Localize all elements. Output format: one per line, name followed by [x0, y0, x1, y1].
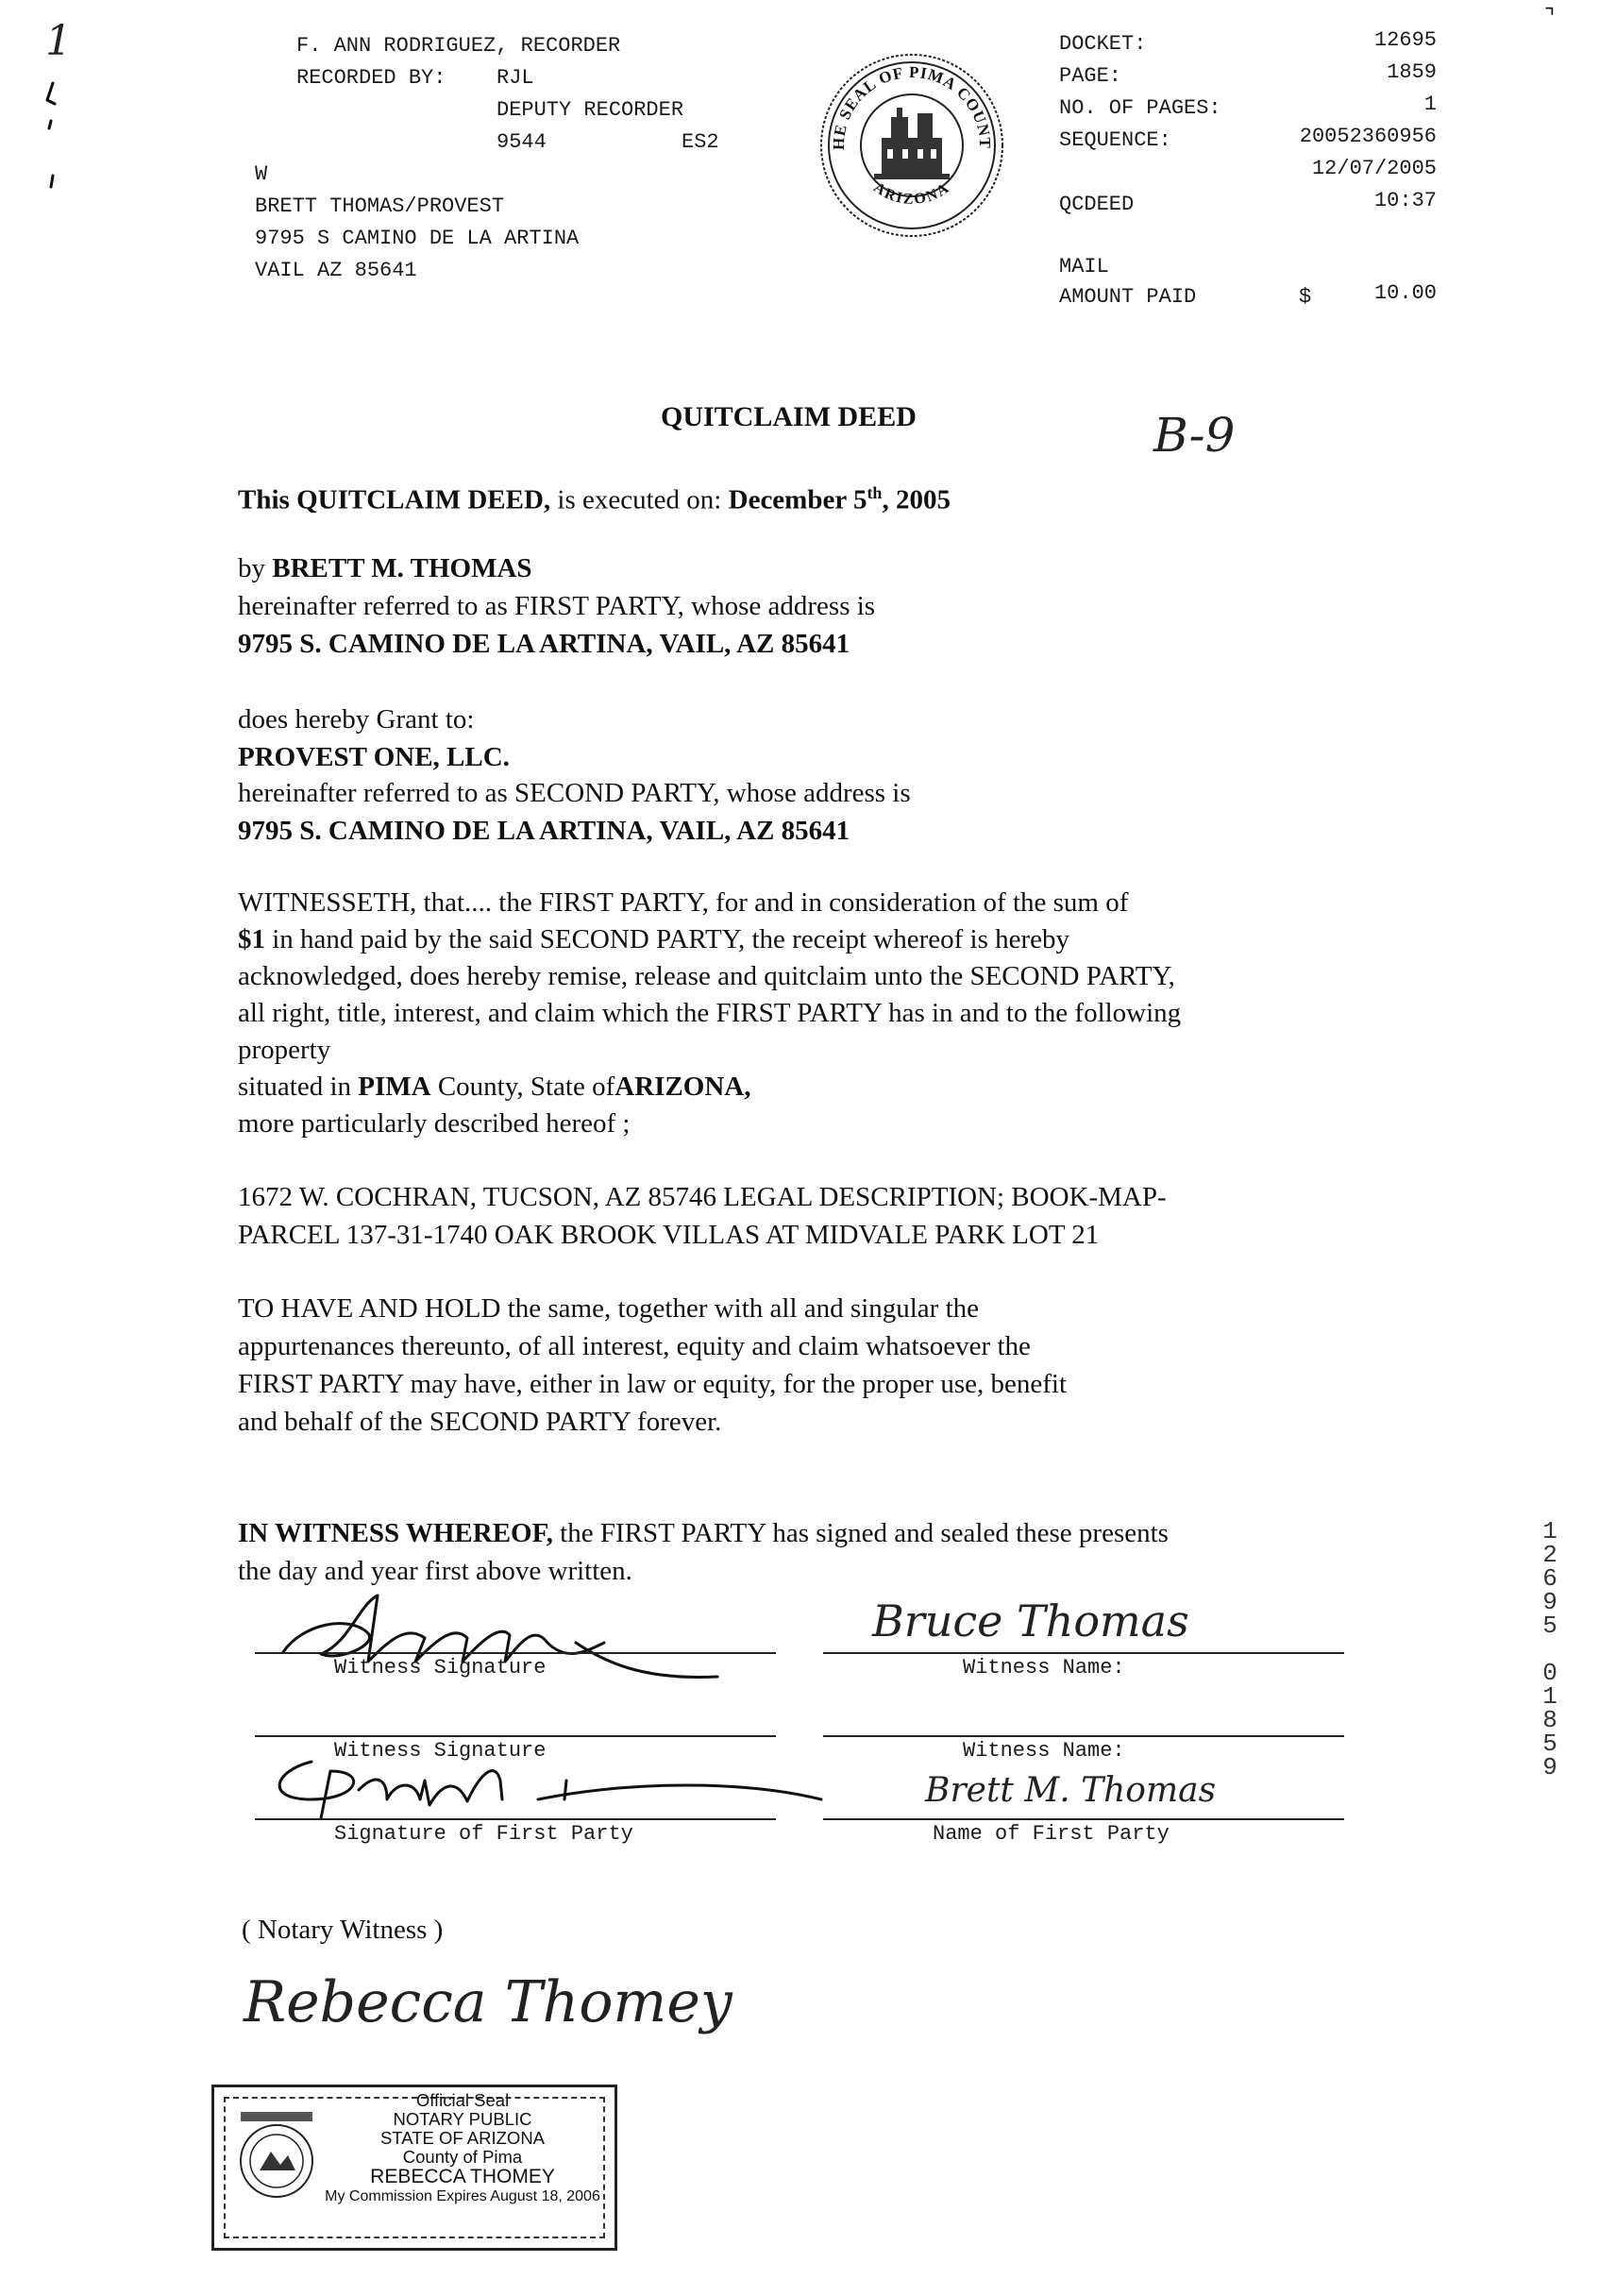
amount-paid-label: AMOUNT PAID [1059, 285, 1197, 309]
margin-digit: 5 [1542, 1730, 1557, 1758]
margin-handwriting-topleft: 1 [45, 17, 72, 65]
seal-top-text: HE SEAL OF PIMA COUNT [829, 62, 995, 151]
witness-name-line-2 [823, 1735, 1344, 1737]
in-witness-text: the FIRST PARTY has signed and sealed these presents [560, 1518, 1169, 1548]
margin-digit: 9 [1542, 1588, 1557, 1616]
notary-line-1: Official Seal [415, 2090, 510, 2110]
record-time: 10:37 [1373, 189, 1437, 212]
notary-witness-label: ( Notary Witness ) [242, 1915, 444, 1945]
witnesseth-line-2-text: in hand paid by the said SECOND PARTY, the receipt whereof is hereby [272, 924, 1070, 954]
first-party-name-label: Name of First Party [933, 1822, 1170, 1846]
recorder-name: F. ANN RODRIGUEZ, RECORDER [296, 34, 621, 58]
record-date: 12/07/2005 [1311, 157, 1437, 180]
notary-line-3: STATE OF ARIZONA [379, 2128, 546, 2148]
page-value: 1859 [1387, 60, 1437, 84]
second-party-name: PROVEST ONE, LLC. [238, 742, 510, 772]
w-mark: W [255, 162, 268, 186]
sequence-value: 20052360956 [1299, 125, 1437, 148]
first-party-ref: hereinafter referred to as FIRST PARTY, whose address is [238, 591, 876, 621]
first-party-signature-line [255, 1818, 776, 1820]
margin-tick-marks [38, 76, 76, 198]
in-witness-line-2: the day and year first above written. [238, 1556, 632, 1586]
habendum-line-4: and behalf of the SECOND PARTY forever. [238, 1407, 722, 1437]
legal-description-line-2: PARCEL 137-31-1740 OAK BROOK VILLAS AT MIDVALE PARK LOT 21 [238, 1220, 1100, 1250]
currency-symbol: $ [1299, 285, 1312, 309]
return-city: VAIL AZ 85641 [255, 259, 417, 282]
notary-line-6: My Commission Expires August 18, 2006 [325, 2188, 600, 2204]
executed-prefix: This [238, 484, 290, 515]
witness-signature-line-2 [255, 1735, 776, 1737]
described-line: more particularly described hereof ; [238, 1108, 631, 1139]
docket-value: 12695 [1373, 28, 1437, 52]
situated-county: PIMA [358, 1072, 431, 1102]
margin-digit: 1 [1542, 1682, 1557, 1711]
recorded-by-value: RJL [497, 66, 534, 90]
situated-middle: County, State of [437, 1072, 615, 1102]
handwritten-reference: B-9 [1153, 408, 1236, 463]
witness-signature-line [255, 1652, 776, 1654]
amount-paid-value: 10.00 [1373, 281, 1437, 305]
executed-deed-name: QUITCLAIM DEED, [296, 484, 551, 515]
first-party-name-line [823, 1818, 1344, 1820]
witnesseth-line-3: acknowledged, does hereby remise, release and quitclaim unto the SECOND PARTY, [238, 961, 1175, 991]
margin-docket-number [1531, 1517, 1569, 1781]
margin-digit: 5 [1542, 1612, 1557, 1640]
mail-label: MAIL [1059, 255, 1109, 279]
deputy-id: 9544 [497, 130, 547, 154]
witnesseth-line-2 [238, 920, 1069, 958]
margin-mark-topright: ⌝ [1544, 6, 1556, 30]
document-type: QCDEED [1059, 193, 1135, 216]
margin-digit: 6 [1542, 1564, 1557, 1593]
witness-name-label: Witness Name: [963, 1656, 1125, 1680]
executed-middle: is executed on: [557, 484, 722, 515]
num-pages-value: 1 [1423, 93, 1437, 116]
witnesseth-line-5: property [238, 1035, 331, 1065]
situated-line [238, 1068, 750, 1106]
witness-name-label-2: Witness Name: [963, 1739, 1125, 1763]
witness-name-handwritten: Bruce Thomas [872, 1595, 1189, 1646]
executed-date: December 5 [728, 484, 867, 515]
consideration-amount: $1 [238, 924, 265, 954]
situated-state: ARIZONA, [614, 1072, 751, 1102]
second-party-address: 9795 S. CAMINO DE LA ARTINA, VAIL, AZ 85641 [238, 816, 850, 846]
margin-digit: 2 [1542, 1541, 1557, 1569]
witness-signature-label-2: Witness Signature [334, 1739, 547, 1763]
seal-bottom-text: ARIZONA [870, 179, 953, 208]
return-street: 9795 S CAMINO DE LA ARTINA [255, 227, 580, 250]
notary-line-5: REBECCA THOMEY [370, 2166, 555, 2187]
first-party-name-handwritten: Brett M. Thomas [925, 1771, 1217, 1810]
legal-description-line-1: 1672 W. COCHRAN, TUCSON, AZ 85746 LEGAL DESCRIPTION; BOOK-MAP- [238, 1182, 1167, 1212]
first-party-line [238, 549, 532, 587]
recorded-by-label: RECORDED BY: [296, 66, 446, 90]
page-label: PAGE: [1059, 64, 1122, 88]
margin-digit: 8 [1542, 1706, 1557, 1734]
situated-prefix: situated in [238, 1072, 352, 1102]
notary-line-2: NOTARY PUBLIC [393, 2109, 532, 2129]
grant-text: does hereby Grant to: [238, 704, 475, 734]
witnesseth-line-1: WITNESSETH, that.... the FIRST PARTY, for and in consideration of the sum of [238, 887, 1129, 918]
first-party-address: 9795 S. CAMINO DE LA ARTINA, VAIL, AZ 85641 [238, 629, 850, 659]
witness-signature-scrawl [264, 1586, 736, 1699]
docket-label: DOCKET: [1059, 32, 1147, 56]
executed-line [238, 474, 951, 519]
document-title: QUITCLAIM DEED [661, 401, 917, 432]
in-witness-line-1 [238, 1514, 1169, 1552]
witnesseth-line-4: all right, title, interest, and claim which the FIRST PARTY has in and to the following [238, 998, 1182, 1028]
arizona-state-seal-icon [231, 2104, 322, 2208]
deputy-code: ES2 [682, 130, 719, 154]
witness-signature-label: Witness Signature [334, 1656, 547, 1680]
first-party-name: BRETT M. THOMAS [272, 553, 532, 583]
margin-digit: 9 [1542, 1753, 1557, 1781]
sequence-label: SEQUENCE: [1059, 128, 1171, 152]
num-pages-label: NO. OF PAGES: [1059, 96, 1221, 120]
habendum-line-2: appurtenances thereunto, of all interest, equity and claim whatsoever the [238, 1331, 1031, 1361]
margin-digit: 1 [1542, 1517, 1557, 1545]
executed-date-sup: th [867, 483, 883, 502]
witness-name-line [823, 1652, 1344, 1654]
notary-signature: Rebecca Thomey [244, 1969, 732, 2035]
svg-text:ARIZONA [870, 179, 952, 208]
executed-year: , 2005 [882, 484, 951, 515]
first-party-signature-label: Signature of First Party [334, 1822, 633, 1846]
return-name: BRETT THOMAS/PROVEST [255, 194, 505, 218]
seal-emblem-icon [817, 51, 1006, 240]
notary-seal-text [318, 2091, 607, 2206]
second-party-ref: hereinafter referred to as SECOND PARTY, whose address is [238, 778, 911, 808]
in-witness-bold: IN WITNESS WHEREOF, [238, 1518, 553, 1548]
pima-county-seal [817, 51, 1006, 240]
notary-line-4: County of Pima [402, 2147, 523, 2167]
by-prefix: by [238, 553, 265, 583]
habendum-line-3: FIRST PARTY may have, either in law or equity, for the proper use, benefit [238, 1369, 1068, 1399]
margin-digit: 0 [1542, 1659, 1557, 1687]
deputy-recorder-label: DEPUTY RECORDER [497, 98, 684, 122]
notary-seal-stamp [211, 2085, 617, 2251]
habendum-line-1: TO HAVE AND HOLD the same, together with all and singular the [238, 1293, 980, 1324]
